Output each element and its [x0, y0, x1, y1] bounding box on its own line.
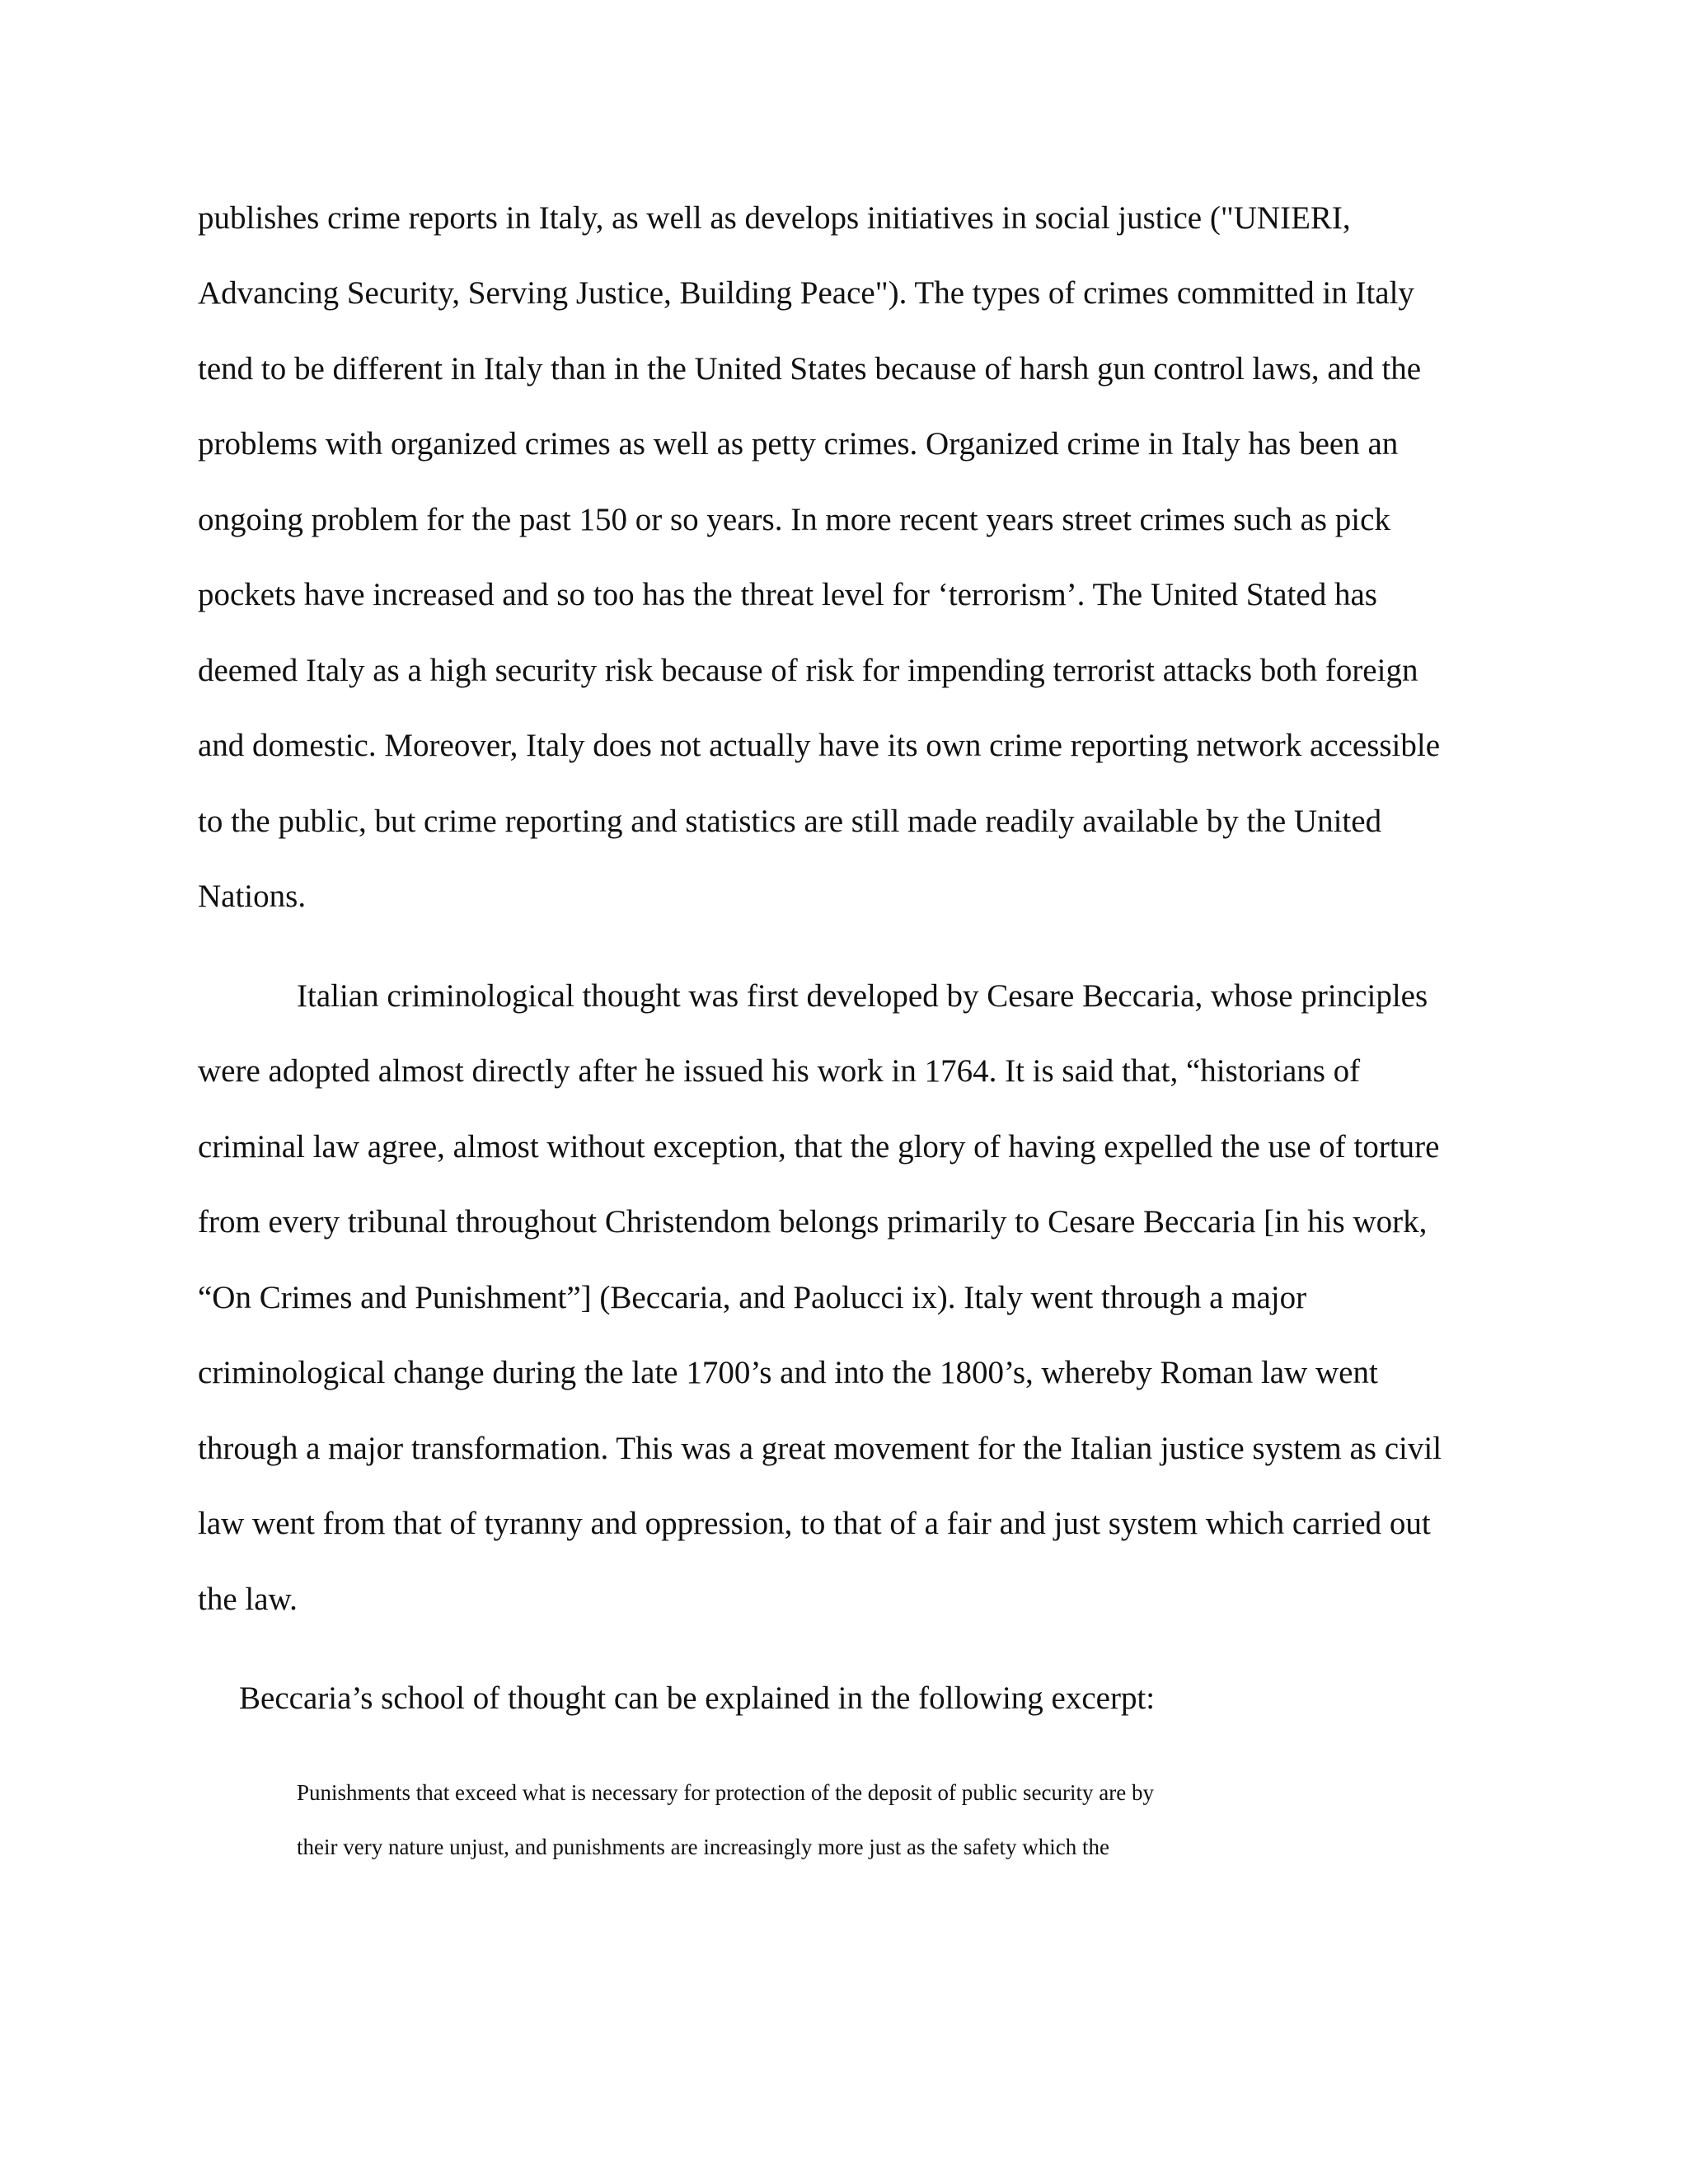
block-quote-line: Punishments that exceed what is necessary for protection of the deposit of public security are by [297, 1780, 1154, 1805]
paragraph-1-line: tend to be different in Italy than in the United States because of harsh gun control laws, and the [198, 351, 1422, 387]
paragraph-1-line: deemed Italy as a high security risk because of risk for impending terrorist attacks both foreign [198, 653, 1418, 688]
paragraph-1-line: Nations. [198, 879, 307, 914]
paragraph-1-line: Advancing Security, Serving Justice, Building Peace"). The types of crimes committed in Italy [198, 275, 1414, 311]
paragraph-2-line: “On Crimes and Punishment”] (Beccaria, and Paolucci ix). Italy went through a major [198, 1280, 1307, 1315]
paragraph-1-line: publishes crime reports in Italy, as well as develops initiatives in social justice ("UNIERI, [198, 200, 1351, 236]
paragraph-2-line: Italian criminological thought was first developed by Cesare Beccaria, whose principles [297, 978, 1428, 1014]
block-quote-line: their very nature unjust, and punishments are increasingly more just as the safety which the [297, 1835, 1109, 1859]
paragraph-2-line: the law. [198, 1582, 298, 1617]
paragraph-2-line: from every tribunal throughout Christendom belongs primarily to Cesare Beccaria [in his work, [198, 1204, 1428, 1240]
paragraph-1-line: problems with organized crimes as well as petty crimes. Organized crime in Italy has been an [198, 426, 1399, 462]
paragraph-2-line: through a major transformation. This was a great movement for the Italian justice system as civil [198, 1431, 1442, 1466]
paragraph-1-line: pockets have increased and so too has the threat level for ‘terrorism’. The United Stated has [198, 577, 1377, 612]
paragraph-2-line: criminological change during the late 1700’s and into the 1800’s, whereby Roman law went [198, 1355, 1378, 1390]
excerpt-intro: Beccaria’s school of thought can be explained in the following excerpt: [239, 1680, 1156, 1716]
paragraph-2-line: were adopted almost directly after he issued his work in 1764. It is said that, “historians of [198, 1053, 1361, 1089]
paragraph-2-line: law went from that of tyranny and oppression, to that of a fair and just system which carried out [198, 1506, 1431, 1541]
paragraph-1-line: ongoing problem for the past 150 or so years. In more recent years street crimes such as pick [198, 502, 1390, 537]
paragraph-1-line: and domestic. Moreover, Italy does not actually have its own crime reporting network accessible [198, 728, 1441, 763]
paragraph-2-line: criminal law agree, almost without exception, that the glory of having expelled the use of torture [198, 1129, 1440, 1165]
paragraph-1-line: to the public, but crime reporting and statistics are still made readily available by the United [198, 804, 1382, 839]
